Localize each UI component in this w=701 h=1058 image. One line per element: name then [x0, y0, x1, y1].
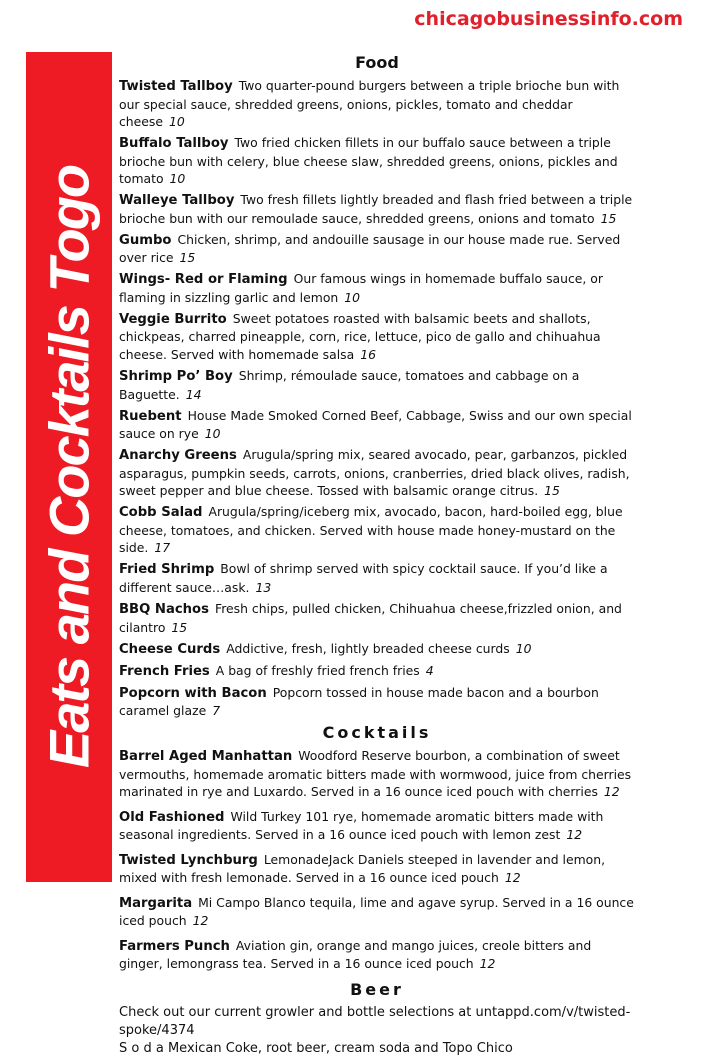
menu-item-description: Chicken, shrimp, and andouille sausage in our house made rue. Served over rice [119, 231, 621, 266]
menu-item-price: 16 [360, 346, 376, 362]
menu-item-price: 10 [515, 640, 532, 656]
menu-item-name: Twisted Lynchburg [119, 852, 258, 868]
menu-item-name: Fried Shrimp [119, 562, 215, 578]
menu-item-description: Shrimp, rémoulade sauce, tomatoes and cabbage on a Baguette. [119, 368, 580, 402]
menu-item-price: 10 [169, 171, 186, 187]
menu-item-name: Cobb Salad [119, 505, 203, 521]
menu-item-description: Two fresh fillets lightly breaded and flash fried between a triple brioche bun with our remoulade sauce, shredded greens, onions and tomato [119, 192, 633, 226]
menu-item [119, 894, 635, 930]
menu-item [119, 134, 635, 188]
menu-item-description: Fresh chips, pulled chicken, Chihuahua cheese,frizzled onion, and cilantro [119, 601, 622, 635]
menu-item-description: Arugula/spring/iceberg mix, avocado, bacon, hard-boiled egg, blue cheese, tomatoes, and chicken. Served with house made honey-mustard on the side. [119, 504, 623, 556]
menu-item [119, 684, 635, 720]
menu-item-name: Veggie Burrito [119, 311, 227, 327]
menu-item-name: Margarita [119, 895, 193, 911]
menu-content [119, 53, 635, 1058]
menu-item [119, 600, 635, 636]
menu-item-description: Two fried chicken fillets in our buffalo sauce between a triple brioche bun with celery, blue cheese slaw, shredded greens, onions, pickles and tomato [119, 135, 618, 187]
menu-item-price: 12 [566, 827, 583, 843]
menu-item-price: 7 [212, 703, 221, 719]
menu-item [119, 851, 635, 887]
menu-item-description: Popcorn tossed in house made bacon and a bourbon caramel glaze [119, 684, 599, 719]
menu-item-description: Aviation gin, orange and mango juices, creole bitters and ginger, lemongrass tea. Served in a 16 ounce iced pouch [119, 937, 592, 972]
menu-item-name: Barrel Aged Manhattan [119, 749, 293, 765]
menu-item-price: 15 [171, 619, 188, 635]
menu-item-price: 14 [185, 386, 202, 402]
menu-item [119, 191, 635, 227]
menu-item [119, 367, 635, 403]
menu-item-description: Woodford Reserve bourbon, a combination of sweet vermouths, homemade aromatic bitters made with wormwood, juice from cherries marinated in rye and Luxardo. Served in a 16 ounce iced pouch with cherries [119, 748, 632, 800]
cocktail-list [119, 747, 635, 973]
menu-item-description: Mi Campo Blanco tequila, lime and agave syrup. Served in a 16 ounce iced pouch [119, 894, 634, 929]
menu-item-price: 4 [425, 662, 434, 678]
banner-title: Eats and Cocktails Togo [37, 165, 101, 769]
menu-item-price: 10 [344, 289, 361, 305]
menu-item-price: 15 [544, 483, 560, 499]
menu-item [119, 640, 635, 659]
menu-item-name: Gumbo [119, 232, 172, 248]
menu-item-name: Cheese Curds [119, 641, 221, 657]
menu-item-name: Shrimp Po’ Boy [119, 369, 233, 385]
menu-item [119, 77, 635, 131]
menu-item-name: Anarchy Greens [119, 448, 237, 464]
menu-item-description: LemonadeJack Daniels steeped in lavender and lemon, mixed with fresh lemonade. Served in a 16 ounce iced pouch [119, 851, 606, 886]
menu-item-name: Old Fashioned [119, 809, 225, 825]
watermark-text: chicagobusinessinfo.com [414, 8, 683, 30]
menu-item-price: 10 [204, 426, 221, 442]
menu-item-price: 12 [479, 956, 496, 972]
menu-item-price: 15 [179, 250, 196, 266]
menu-item [119, 808, 635, 844]
menu-item [119, 503, 635, 557]
menu-item-name: Ruebent [119, 408, 182, 424]
menu-item-price: 12 [504, 870, 521, 886]
beer-section-title: Beer [350, 979, 404, 999]
menu-item [119, 270, 635, 306]
menu-item-price: 13 [255, 579, 272, 595]
menu-item-name: BBQ Nachos [119, 602, 209, 618]
menu-item [119, 446, 635, 500]
menu-item-description: House Made Smoked Corned Beef, Cabbage, Swiss and our own special sauce on rye [119, 407, 632, 442]
menu-item-description: Two quarter-pound burgers between a triple brioche bun with our special sauce, shredded greens, onions, pickles, tomato and cheddar cheese [119, 78, 620, 129]
menu-item-price: 15 [600, 210, 617, 226]
menu-item [119, 662, 635, 681]
menu-item-description: Addictive, fresh, lightly breaded cheese curds [226, 640, 510, 656]
menu-item-name: Farmers Punch [119, 938, 230, 954]
menu-item-price: 10 [169, 114, 185, 129]
menu-item [119, 407, 635, 443]
cocktails-section-title: Cocktails [322, 723, 432, 743]
menu-item-description: Wild Turkey 101 rye, homemade aromatic bitters made with seasonal ingredients. Served in a 16 ounce iced pouch with lemon zest [119, 808, 604, 843]
beer-text: Check out our current growler and bottle selections at untappd.com/v/twisted-spoke/4374 [119, 1004, 631, 1038]
menu-item [119, 747, 635, 801]
menu-item-price: 17 [154, 540, 171, 556]
menu-item-price: 12 [603, 784, 620, 800]
menu-item-description: Bowl of shrimp served with spicy cocktail sauce. If you’d like a different sauce…ask. [119, 561, 608, 595]
menu-item-name: Wings- Red or Flaming [119, 272, 288, 288]
menu-item-name: French Fries [119, 663, 210, 679]
soda-text: S o d a Mexican Coke, root beer, cream soda and Topo Chico [119, 1040, 513, 1056]
food-list [119, 77, 635, 720]
menu-item-description: Our famous wings in homemade buffalo sauce, or flaming in sizzling garlic and lemon [119, 271, 603, 305]
menu-item-name: Walleye Tallboy [119, 193, 235, 209]
menu-item-price: 12 [192, 913, 209, 929]
menu-item [119, 560, 635, 596]
menu-item-name: Buffalo Tallboy [119, 136, 229, 152]
menu-item [119, 310, 635, 364]
menu-item-name: Popcorn with Bacon [119, 685, 267, 701]
menu-item-description: Sweet potatoes roasted with balsamic beets and shallots, chickpeas, charred pineapple, corn, rice, lettuce, pico de gallo and chihuahua cheese. Served with homemade salsa [119, 310, 601, 362]
menu-item-description: A bag of freshly fried french fries [215, 662, 420, 678]
menu-item [119, 231, 635, 267]
menu-item [119, 937, 635, 973]
menu-item-name: Twisted Tallboy [119, 79, 233, 94]
food-section-title: Food [355, 53, 399, 72]
menu-item-description: Arugula/spring mix, seared avocado, pear, garbanzos, pickled asparagus, pumpkin seeds, carrots, onions, cranberries, dried black olives, radish, sweet pepper and blue cheese. Tossed with balsamic orange citrus. [119, 447, 630, 499]
